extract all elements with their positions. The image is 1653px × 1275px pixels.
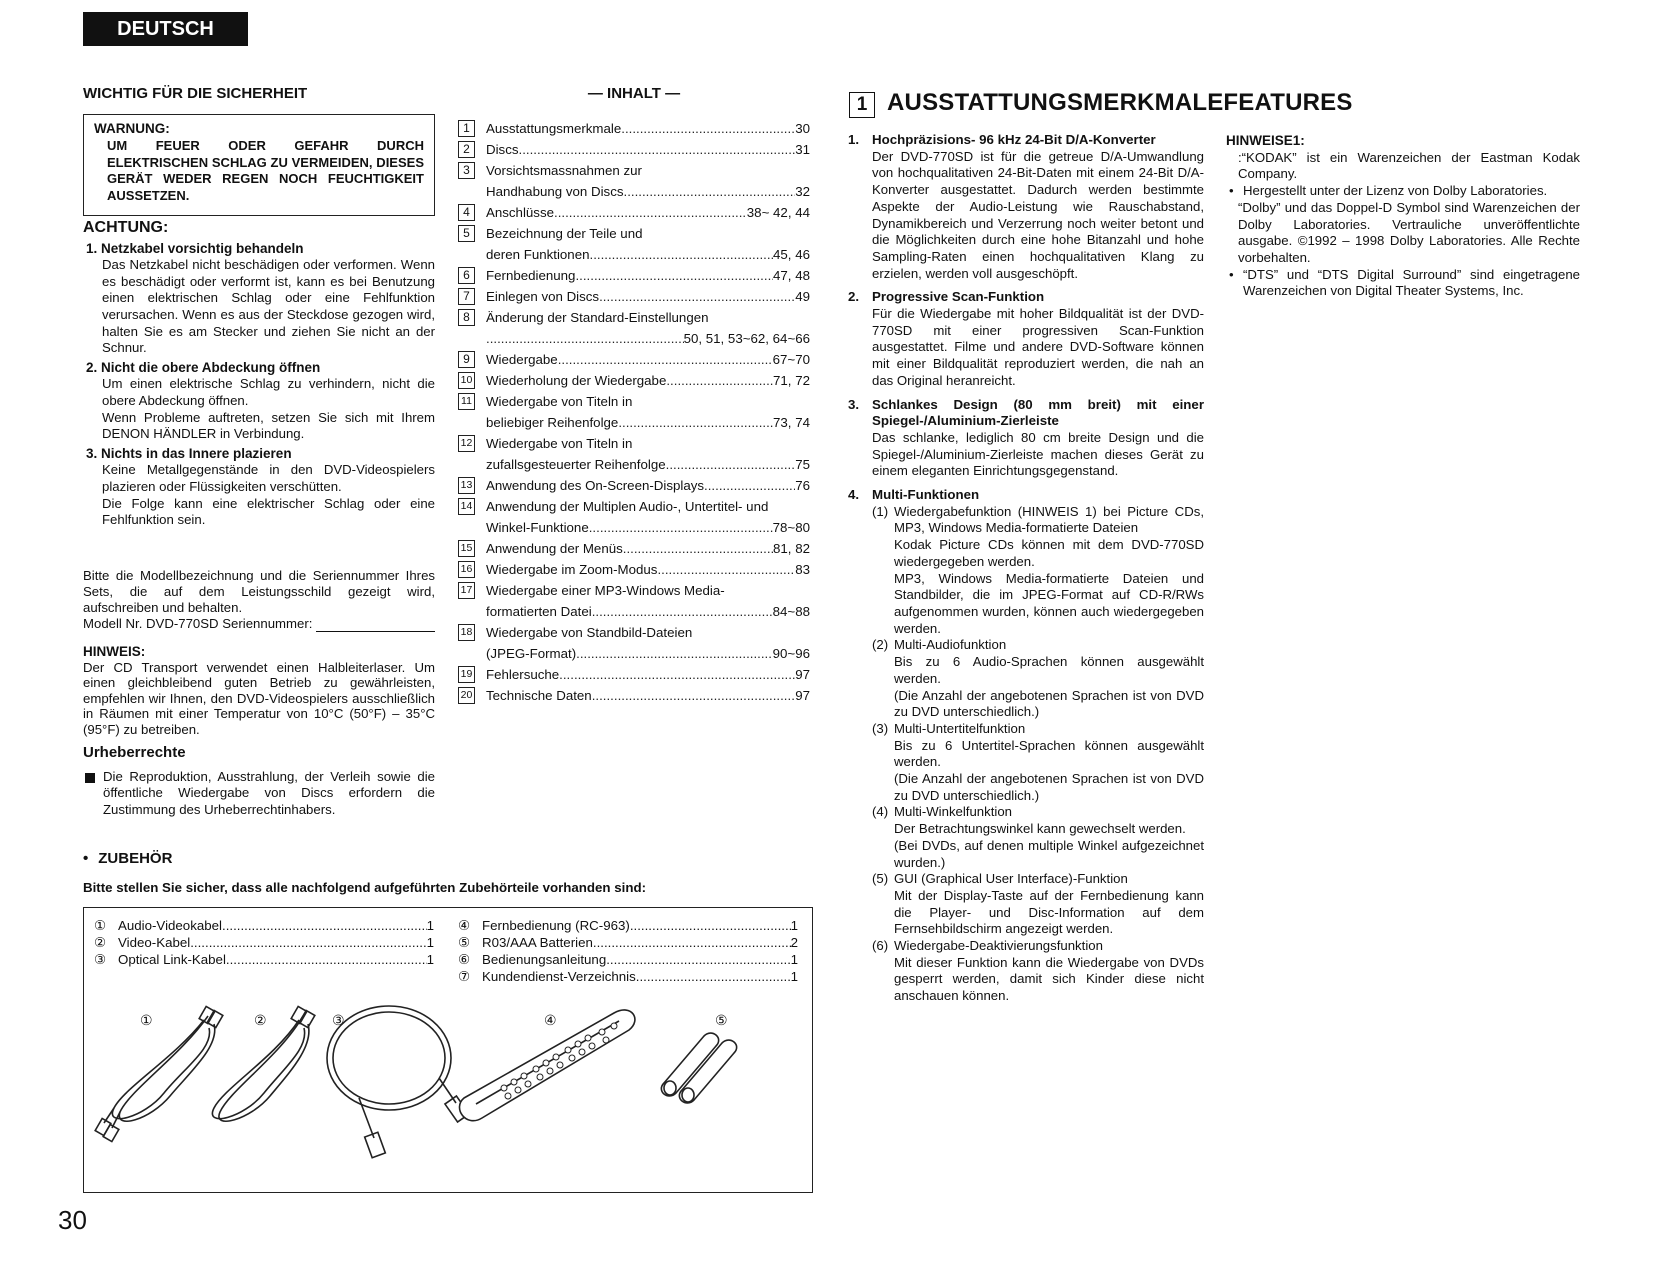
serial-number-line [316, 619, 435, 632]
toc-leader-dots [592, 601, 773, 622]
dolby-license-note: Hergestellt unter der Lizenz von Dolby Laboratories. [1243, 183, 1548, 199]
toc-page: 75 [795, 457, 810, 472]
toc-number-box: 10 [458, 372, 475, 389]
features-title: AUSSTATTUNGSMERKMALEFEATURES [887, 89, 1353, 116]
feature-2-title: Progressive Scan-Funktion [872, 289, 1045, 305]
caution-item-2-text: Um einen elektrische Schlag zu verhindern, nicht die obere Abdeckung öffnen. [102, 376, 435, 408]
toc-label: Änderung der Standard-Einstellungen [486, 310, 709, 325]
toc-page: 31 [795, 142, 810, 157]
toc-label: Wiedergabe einer MP3-Windows Media- [486, 583, 725, 598]
feature-4-title: Multi-Funktionen [872, 487, 980, 503]
toc-label: Discs [486, 142, 519, 157]
pic-label: ① [140, 1012, 153, 1028]
toc-row [458, 223, 810, 244]
toc-page: 38~ 42, 44 [746, 205, 810, 220]
toc-row [458, 475, 810, 496]
toc-page: 90~96 [772, 646, 810, 661]
toc-number-box: 14 [458, 498, 475, 515]
notes-column [1226, 133, 1580, 300]
toc-row [458, 538, 810, 559]
toc-row [458, 244, 810, 265]
toc-number-box: 19 [458, 666, 475, 683]
toc-page: 84~88 [772, 604, 810, 619]
toc-label: Anwendung des On-Screen-Displays [486, 478, 705, 493]
multi-function-number: (2) [872, 637, 889, 653]
toc-leader-dots [623, 538, 773, 559]
multi-function-title: Multi-Audiofunktion [894, 637, 1007, 653]
toc-label: Handhabung von Discs [486, 184, 624, 199]
warning-title: WARNUNG: [94, 121, 170, 136]
toc-number-box: 7 [458, 288, 475, 305]
toc-label: Anwendung der Multiplen Audio-, Untertitel- und [486, 499, 769, 514]
copyright-section [83, 745, 435, 818]
caution-item-1-title: 1. Netzkabel vorsichtig behandeln [86, 240, 304, 256]
warning-box [83, 114, 435, 216]
video-cable-icon [212, 1006, 314, 1121]
toc-number-box: 9 [458, 351, 475, 368]
multi-function-text: Mit dieser Funktion kann die Wiedergabe von DVDs gesperrt werden, damit sich Kinder diese nicht anschauen können. [894, 954, 1204, 1004]
pic-label: ⑤ [715, 1012, 728, 1028]
toc-row [458, 601, 810, 622]
pic-label: ③ [332, 1012, 345, 1028]
toc-leader-dots [486, 328, 684, 349]
toc-page: 97 [795, 667, 810, 682]
caution-item-3-text: Keine Metallgegenstände in den DVD-Videospielers plazieren oder Flüssigkeiten verschütten. [102, 462, 435, 494]
notes-title: HINWEISE1: [1226, 133, 1305, 148]
multi-function-text: (Bei DVDs, auf denen multiple Winkel aufgezeichnet wurden.) [894, 837, 1204, 870]
toc-row [458, 370, 810, 391]
toc-page: 50, 51, 53~62, 64~66 [683, 331, 810, 346]
toc-row [458, 517, 810, 538]
toc-leader-dots [666, 454, 796, 475]
bullet-icon: • [83, 850, 89, 867]
toc-row [458, 685, 810, 706]
toc-number-box: 20 [458, 687, 475, 704]
multi-function-number: (6) [872, 938, 889, 954]
toc-row [458, 580, 810, 601]
caution-item-1-text: Das Netzkabel nicht beschädigen oder verformen. Wenn es beschädigt oder verformt ist, kann es bei Benutzung einen elektrischen Schlag oder eine Fehlfunktion verursachen. Wenn es aus der Steckdose gezogen wird, halten Sie es am Stecker und ziehen Sie nicht an der Schnur. [102, 257, 435, 356]
toc-label: Technische Daten [486, 688, 592, 703]
toc-number-box: 11 [458, 393, 475, 410]
multi-function-text: Bis zu 6 Untertitel-Sprachen können ausgewählt werden. [894, 737, 1204, 770]
toc-page: 81, 82 [773, 541, 810, 556]
feature-2-number: 2. [848, 289, 860, 305]
toc-number-box: 5 [458, 225, 475, 242]
accessory-item: ④ Fernbedienung (RC-963) ..... 1 [458, 918, 798, 935]
toc-row [458, 664, 810, 685]
multi-function-item [848, 721, 1204, 738]
multi-function-number: (5) [872, 871, 889, 887]
toc-number-box: 18 [458, 624, 475, 641]
toc-leader-dots [666, 370, 773, 391]
toc-page: 45, 46 [773, 247, 810, 262]
serial-text: Bitte die Modellbezeichnung und die Seriennummer Ihres Sets, die auf dem Leistungsschild gezeigt wird, aufschreiben und behalten. [83, 568, 435, 615]
multi-function-text: Kodak Picture CDs können mit dem DVD-770SD wiedergegeben werden. [894, 537, 1204, 569]
multi-function-item [848, 938, 1204, 955]
toc-label: Fernbedienung [486, 268, 576, 283]
toc-label: (JPEG-Format) [486, 646, 577, 661]
toc-leader-dots [657, 559, 795, 580]
toc-page: 32 [795, 184, 810, 199]
toc-row [458, 139, 810, 160]
caution-item-3-title: 3. Nichts in das Innere plazieren [86, 445, 292, 461]
toc-number-box: 4 [458, 204, 475, 221]
toc-number-box: 3 [458, 162, 475, 179]
toc-leader-dots [576, 643, 773, 664]
language-tab: DEUTSCH [83, 12, 248, 46]
copyright-title: Urheberrechte [83, 744, 186, 761]
audio-video-cable-icon [95, 1006, 223, 1141]
multi-function-text: (Die Anzahl der angebotenen Sprachen ist von DVD zu DVD unterschiedlich.) [894, 771, 1204, 803]
toc-row [458, 496, 810, 517]
toc-row [458, 160, 810, 181]
toc-row [458, 286, 810, 307]
feature-4-number: 4. [848, 487, 860, 503]
accessory-item: ② Video-Kabel ..... 1 [94, 935, 434, 952]
toc-number-box: 8 [458, 309, 475, 326]
multi-function-text: Mit der Display-Taste auf der Fernbedienung kann die Player- und Disc-Information auf dem Fernsehbildschirm angezeigt werden. [894, 887, 1204, 937]
toc-leader-dots [592, 685, 796, 706]
toc-number-box: 13 [458, 477, 475, 494]
multi-function-title: Wiedergabefunktion (HINWEIS 1) bei Picture CDs, MP3, Windows Media-formatierte Dateien [894, 503, 1204, 536]
square-bullet-icon [85, 773, 95, 783]
safety-column [83, 220, 435, 529]
multi-function-item [848, 637, 1204, 654]
toc-page: 67~70 [772, 352, 810, 367]
toc-leader-dots [558, 349, 773, 370]
copyright-text: Die Reproduktion, Ausstrahlung, der Verleih sowie die öffentliche Wiedergabe von Discs erfordern die Zustimmung des Urheberrechtinhabers. [103, 768, 435, 817]
toc-row [458, 118, 810, 139]
pic-label: ② [254, 1012, 267, 1028]
multi-function-number: (1) [872, 503, 889, 519]
feature-3-number: 3. [848, 396, 860, 412]
toc-heading: — INHALT — [587, 85, 681, 102]
serial-section [83, 568, 435, 632]
toc-row [458, 643, 810, 664]
multi-function-title: Multi-Untertitelfunktion [894, 720, 1026, 736]
multi-function-item [848, 504, 1204, 537]
toc-page: 83 [795, 562, 810, 577]
note-title: HINWEIS: [83, 644, 146, 659]
toc-page: 73, 74 [773, 415, 810, 430]
multi-function-item [848, 804, 1204, 821]
feature-1-text: Der DVD-770SD ist für die getreue D/A-Umwandlung von hochqualitativen 24-Bit-Daten mit einem 24-Bit D/A-Konverter ausgestattet. Dadurch werden bestimmte Aspekte der Audio-Leistung wie Rauschabstand, Dynamikbereich und Verzerrung noch weiter betont und die Möglichkeiten durch eine hohe Bitanzahl und hohe Sampling-Raten einen hochqualitativen Klang zu erzielen, werden voll ausgeschöpft. [872, 148, 1204, 281]
multi-function-text: Bis zu 6 Audio-Sprachen können ausgewählt werden. [894, 654, 1204, 686]
toc-number-box: 6 [458, 267, 475, 284]
toc-row [458, 412, 810, 433]
caution-item-2-title: 2. Nicht die obere Abdeckung öffnen [86, 359, 321, 375]
toc-row [458, 349, 810, 370]
accessories-illustration [84, 908, 812, 1192]
accessory-item: ① Audio-Videokabel ..... 1 [94, 918, 434, 935]
dolby-trademark-note: “Dolby” und das Doppel-D Symbol sind Warenzeichen der Dolby Laboratories. Vertrauliche unveröffentlichte ausgabe. ©1992 – 1998 Dolby Laboratories. Alle Rechte vorbehalten. [1238, 199, 1580, 265]
batteries-icon [661, 1033, 736, 1103]
feature-2-text: Für die Wiedergabe mit hoher Bildqualität ist der DVD-770SD mit einer progressiven Scan-Funktion ausgestattet. Filme und andere DVD-Software können mit einer Bildqualität reproduziert werden, die nah an das Original heranreicht. [872, 306, 1204, 388]
toc-row [458, 559, 810, 580]
toc-page: 78~80 [772, 520, 810, 535]
toc-leader-dots [575, 265, 773, 286]
feature-1-title: Hochpräzisions- 96 kHz 24-Bit D/A-Konverter [872, 132, 1156, 147]
multi-function-text: (Die Anzahl der angebotenen Sprachen ist von DVD zu DVD unterschiedlich.) [894, 687, 1204, 720]
toc-label: Winkel-Funktione [486, 520, 589, 535]
toc-leader-dots [554, 202, 747, 223]
kodak-note: :“KODAK” ist ein Warenzeichen der Eastman Kodak Company. [1238, 149, 1580, 182]
toc-page: 49 [795, 289, 810, 304]
multi-function-title: Wiedergabe-Deaktivierungsfunktion [894, 938, 1103, 954]
multi-function-title: GUI (Graphical User Interface)-Funktion [894, 871, 1128, 887]
model-line: Modell Nr. DVD-770SD Seriennummer: [83, 616, 313, 631]
page-number: 30 [58, 1205, 87, 1235]
accessory-item: ③ Optical Link-Kabel ..... 1 [94, 952, 434, 969]
toc-label: Vorsichtsmassnahmen zur [486, 163, 642, 178]
safety-heading: WICHTIG FÜR DIE SICHERHEIT [83, 85, 308, 102]
feature-3-title: Schlankes Design (80 mm breit) mit einer Spiegel-/Aluminium-Zierleiste [872, 396, 1204, 429]
toc-number-box: 1 [458, 120, 475, 137]
toc-row [458, 433, 810, 454]
table-of-contents [458, 118, 810, 706]
toc-label: Wiedergabe im Zoom-Modus [486, 562, 658, 577]
accessories-box [83, 907, 813, 1193]
caution-title: ACHTUNG: [83, 219, 169, 236]
accessory-item: ⑤ R03/AAA Batterien ..... 2 [458, 935, 798, 952]
toc-label: Wiedergabe [486, 352, 558, 367]
toc-page: 47, 48 [773, 268, 810, 283]
toc-label: Ausstattungsmerkmale [486, 121, 622, 136]
toc-label: deren Funktionen [486, 247, 590, 262]
toc-number-box: 12 [458, 435, 475, 452]
toc-label: beliebiger Reihenfolge [486, 415, 619, 430]
note-text: Der CD Transport verwendet einen Halbleiterlaser. Um einen gleichbleibend guten Betrieb zu gewährleisten, empfehlen wir Ihnen, den DVD-Videospielers ausschließlich in Räumen mit einer Temperatur von 10°C (50°F) – 35°C (95°F) zu betreiben. [83, 659, 435, 737]
toc-row [458, 328, 810, 349]
multi-function-text: Der Betrachtungswinkel kann gewechselt werden. [894, 821, 1186, 837]
warning-text: UM FEUER ODER GEFAHR DURCH ELEKTRISCHEN SCHLAG ZU VERMEIDEN, DIESES GERÄT WEDER REGEN NOCH FEUCHTIGKEIT AUSSETZEN. [107, 138, 424, 203]
toc-leader-dots [621, 118, 795, 139]
toc-label: Anschlüsse [486, 205, 554, 220]
accessories-heading: • ZUBEHÖR [83, 850, 173, 867]
multi-function-title: Multi-Winkelfunktion [894, 804, 1012, 820]
toc-leader-dots [624, 181, 796, 202]
remote-control-icon [459, 1010, 634, 1121]
features-column [848, 126, 1204, 1005]
toc-leader-dots [559, 664, 795, 685]
feature-3-text: Das schlanke, lediglich 80 cm breite Design und die Spiegel-/Aluminium-Zierleiste machen dieses Gerät zu einem eleganten Einrichtungsgegenstand. [872, 429, 1204, 479]
accessory-item: ⑦ Kundendienst-Verzeichnis ..... 1 [458, 969, 798, 986]
toc-row [458, 454, 810, 475]
toc-leader-dots [590, 244, 774, 265]
toc-label: Wiedergabe von Titeln in [486, 436, 633, 451]
multi-function-list [848, 504, 1204, 1005]
toc-label: Anwendung der Menüs [486, 541, 623, 556]
bullet-icon: • [1229, 266, 1234, 282]
toc-row [458, 391, 810, 412]
dts-note: “DTS” und “DTS Digital Surround” sind eingetragene Warenzeichen von Digital Theater Systems, Inc. [1243, 266, 1580, 299]
multi-function-item [848, 871, 1204, 888]
accessory-item: ⑥ Bedienungsanleitung ..... 1 [458, 952, 798, 969]
toc-row [458, 265, 810, 286]
pic-label: ④ [544, 1012, 557, 1028]
multi-function-number: (3) [872, 720, 889, 736]
section-number-box: 1 [849, 92, 875, 118]
toc-number-box: 16 [458, 561, 475, 578]
optical-cable-icon [327, 1006, 469, 1158]
feature-1-number: 1. [848, 132, 860, 147]
toc-page: 76 [795, 478, 810, 493]
toc-label: Fehlersuche [486, 667, 560, 682]
caution-item-3-text2: Die Folge kann eine elektrischer Schlag oder eine Fehlfunktion sein. [102, 495, 435, 528]
note-section [83, 644, 435, 738]
toc-leader-dots [599, 286, 795, 307]
bullet-icon: • [1229, 183, 1234, 199]
toc-label: Wiedergabe von Standbild-Dateien [486, 625, 693, 640]
multi-function-number: (4) [872, 804, 889, 820]
toc-row [458, 622, 810, 643]
toc-row [458, 202, 810, 223]
toc-number-box: 15 [458, 540, 475, 557]
toc-page: 30 [795, 121, 810, 136]
toc-page: 71, 72 [773, 373, 810, 388]
toc-label: zufallsgesteuerter Reihenfolge [486, 457, 666, 472]
multi-function-text: MP3, Windows Media-formatierte Dateien und Standbilder, die im JPEG-Format auf CD-R/RWs aufgenommen wurden, können auch wiedergegeben werden. [894, 570, 1204, 636]
accessories-intro: Bitte stellen Sie sicher, dass alle nachfolgend aufgeführten Zubehörteile vorhanden sind: [83, 880, 647, 895]
toc-number-box: 2 [458, 141, 475, 158]
toc-row [458, 307, 810, 328]
toc-leader-dots [618, 412, 773, 433]
toc-label: Bezeichnung der Teile und [486, 226, 643, 241]
toc-number-box: 17 [458, 582, 475, 599]
toc-page: 97 [795, 688, 810, 703]
toc-label: Wiederholung der Wiedergabe [486, 373, 667, 388]
toc-leader-dots [704, 475, 795, 496]
caution-item-2-text2: Wenn Probleme auftreten, setzen Sie sich mit Ihrem DENON HÄNDLER in Verbindung. [102, 409, 435, 442]
toc-leader-dots [519, 139, 796, 160]
toc-leader-dots [589, 517, 773, 538]
toc-row [458, 181, 810, 202]
toc-label: Einlegen von Discs [486, 289, 600, 304]
toc-label: formatierten Datei [486, 604, 592, 619]
toc-label: Wiedergabe von Titeln in [486, 394, 633, 409]
